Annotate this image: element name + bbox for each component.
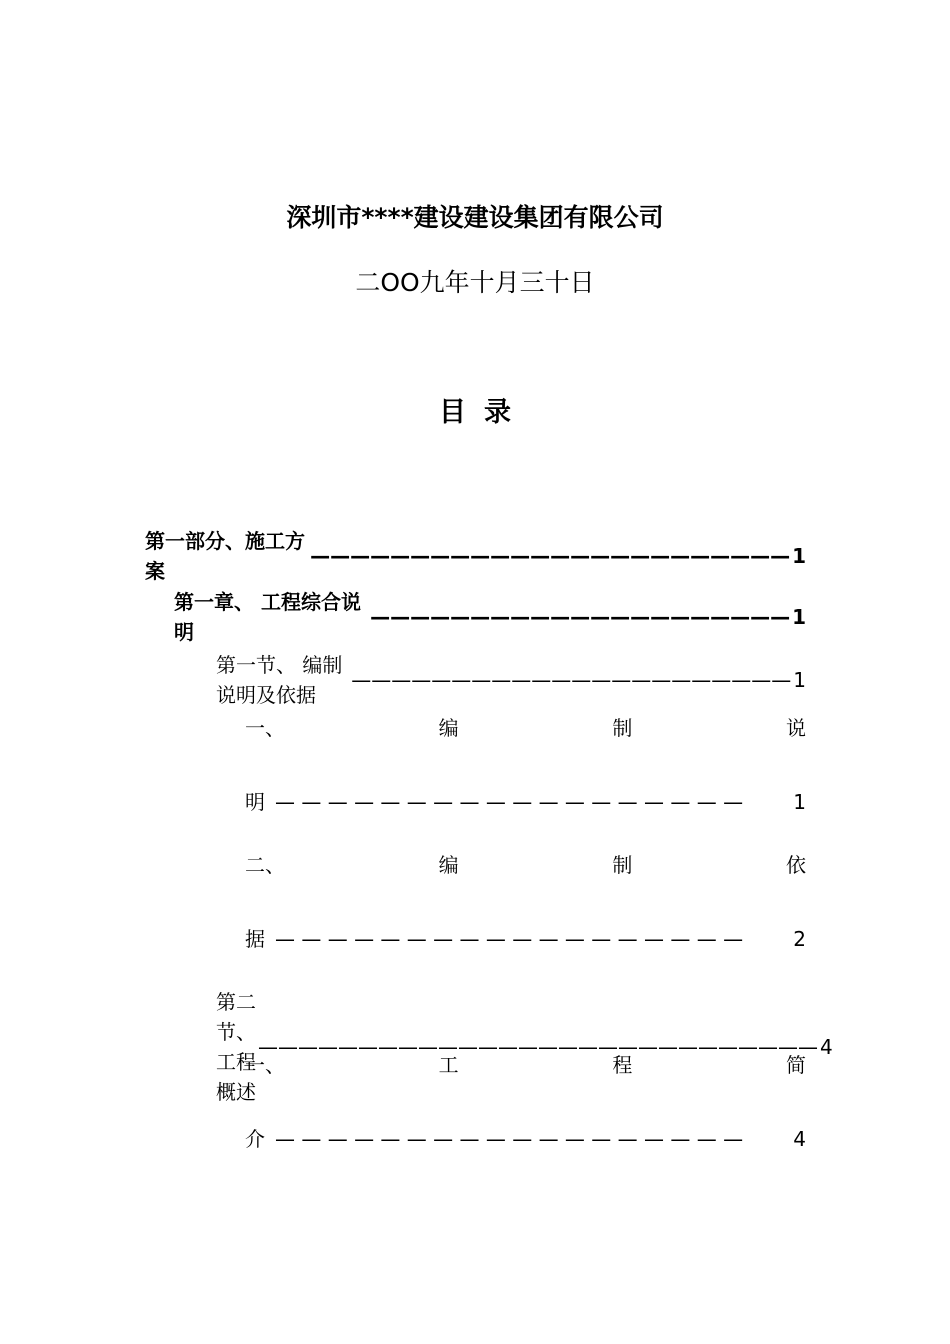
toc-entry-text: 制 [612,716,633,740]
toc-entry-text: 介 [245,1127,265,1151]
toc-page-number: 1 [793,790,806,814]
toc-leader: —————————————————————— [351,668,792,692]
toc-entry-item1-line1[interactable] [245,713,806,743]
toc-entry-item3-line2[interactable] [245,1124,806,1154]
toc-entry-part1[interactable] [145,526,806,586]
toc-entry-text: 一、 [245,716,285,740]
toc-entry-text: 简 [785,1053,806,1077]
toc-entry-text: 程 [612,1053,633,1077]
toc-entry-item3-line1[interactable] [245,1050,806,1080]
toc-page-number: 2 [793,927,806,951]
toc-page-number: 1 [792,605,806,629]
toc-leader: — — — — — — — — — — — — — — — — — — [275,1127,744,1151]
toc-entry-item2-line2[interactable] [245,924,806,954]
toc-entry-text: 制 [612,853,633,877]
toc-entry-text: 明 [245,790,265,814]
toc-entry-label: 第二节、 工程概述 [216,990,256,1104]
toc-page-number: 4 [820,1035,833,1059]
toc-page-number: 1 [793,668,806,692]
toc-entry-chapter1[interactable] [174,587,806,647]
toc-entry-text: 依 [785,853,806,877]
toc-entry-label: 第一节、 编制说明及依据 [216,653,343,707]
toc-entry-text: 一、 [245,1053,285,1077]
toc-entry-label: 第一章、 工程综合说明 [174,590,361,644]
toc-entry-text: 据 [245,927,265,951]
toc-leader: ————————————————————— [370,605,791,629]
toc-page-number: 4 [793,1127,806,1151]
toc-entry-text: 编 [438,853,459,877]
toc-leader: — — — — — — — — — — — — — — — — — — [275,927,744,951]
toc-entry-item2-line1[interactable] [245,850,806,880]
company-name: 深圳市****建设建设集团有限公司 [286,203,664,232]
toc-entry-section1[interactable] [216,650,806,710]
toc-entry-text: 说 [785,716,806,740]
toc-leader: ———————————————————————————— [258,1035,818,1059]
toc-entry-text: 工 [438,1053,459,1077]
toc-entry-label: 第一部分、施工方案 [145,529,305,583]
toc-entry-section2[interactable] [216,987,833,1107]
toc-leader: — — — — — — — — — — — — — — — — — — [275,790,744,814]
toc-leader: ———————————————————————— [310,544,791,568]
toc-title: 目录 [439,397,529,428]
toc-entry-item1-line2[interactable] [245,787,806,817]
toc-entry-text: 二、 [245,853,285,877]
toc-entry-text: 编 [438,716,459,740]
toc-page-number: 1 [792,544,806,568]
document-date: 二OO九年十月三十日 [355,268,595,297]
